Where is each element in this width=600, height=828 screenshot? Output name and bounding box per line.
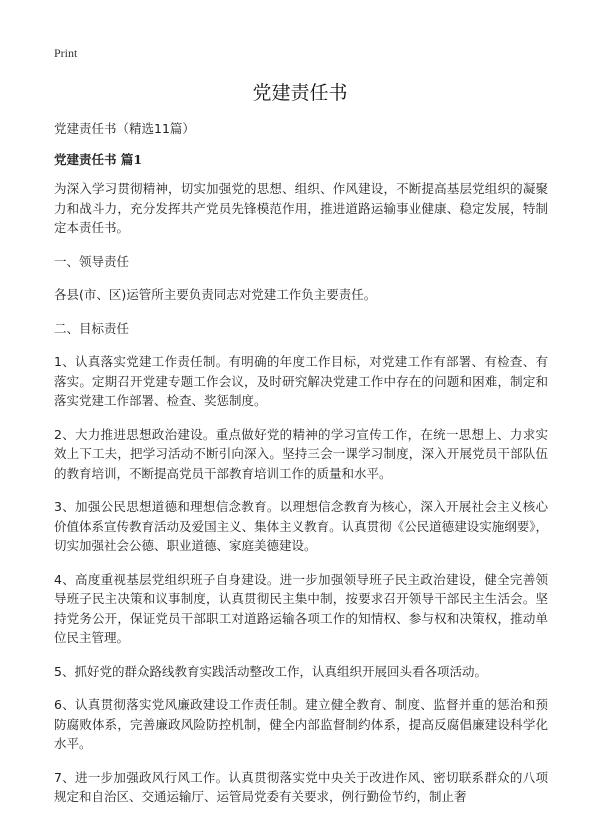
paragraph-item-5: 5、抓好党的群众路线教育实践活动整改工作，认真组织开展回头看各项活动。 (54, 663, 487, 679)
section-heading: 党建责任书 篇1 (54, 152, 143, 167)
paragraph-item-3: 3、加强公民思想道德和理想信念教育。以理想信念教育为核心，深入开展社会主义核心价值体系宣传教育活动及爱国主义、集体主义教育。认真贯彻《公民道德建设实施纲要》，切实加强社会公德、职业道德、家庭美德建设。 (54, 499, 548, 553)
document-body (54, 120, 548, 821)
paragraph-leadership: 各县(市、区)运管所主要负责同志对党建工作负主要责任。 (54, 287, 377, 302)
paragraph-heading-goals: 二、目标责任 (54, 320, 130, 336)
paragraph-item-1: 1、认真落实党建工作责任制。有明确的年度工作目标，对党建工作有部署、有检查、有落实。定期召开党建专题工作会议，及时研究解决党建工作中存在的问题和困难，制定和落实党建工作部署、检查、奖惩制度。 (54, 354, 548, 408)
paragraph-item-2: 2、大力推进思想政治建设。重点做好党的精神的学习宣传工作，在统一思想上、力求实效上下工夫，把学习活动不断引向深入。坚持三会一课学习制度，深入开展党员干部队伍的教育培训，不断提高党员干部教育培训工作的质量和水平。 (54, 426, 548, 481)
paragraph-item-6: 6、认真贯彻落实党风廉政建设工作责任制。建立健全教育、制度、监督并重的惩治和预防腐败体系，完善廉政风险防控机制，健全内部监督制约体系，提高反腐倡廉建设科学化水平。 (54, 697, 548, 751)
document-subtitle: 党建责任书（精选11篇） (54, 121, 195, 136)
paragraph-item-4: 4、高度重视基层党组织班子自身建设。进一步加强领导班子民主政治建设，健全完善领导班子民主决策和议事制度，认真贯彻民主集中制，按要求召开领导干部民主生活会。坚持党务公开，保证党员干部职工对道路运输各项工作的知情权、参与权和决策权，推动单位民主管理。 (54, 571, 548, 645)
print-link[interactable]: Print (54, 46, 78, 60)
paragraph-intro: 为深入学习贯彻精神，切实加强党的思想、组织、作风建设，不断提高基层党组织的凝聚力和战斗力，充分发挥共产党员先锋模范作用，推进道路运输事业健康、稳定发展，特制定本责任书。 (54, 181, 548, 235)
document-title: 党建责任书 (252, 82, 348, 104)
paragraph-heading-leadership: 一、领导责任 (54, 253, 130, 269)
paragraph-item-7: 7、进一步加强政风行风工作。认真贯彻落实党中央关于改进作风、密切联系群众的八项规定和自治区、交通运输厅、运管局党委有关要求，例行勤俭节约，制止奢 (54, 769, 548, 804)
